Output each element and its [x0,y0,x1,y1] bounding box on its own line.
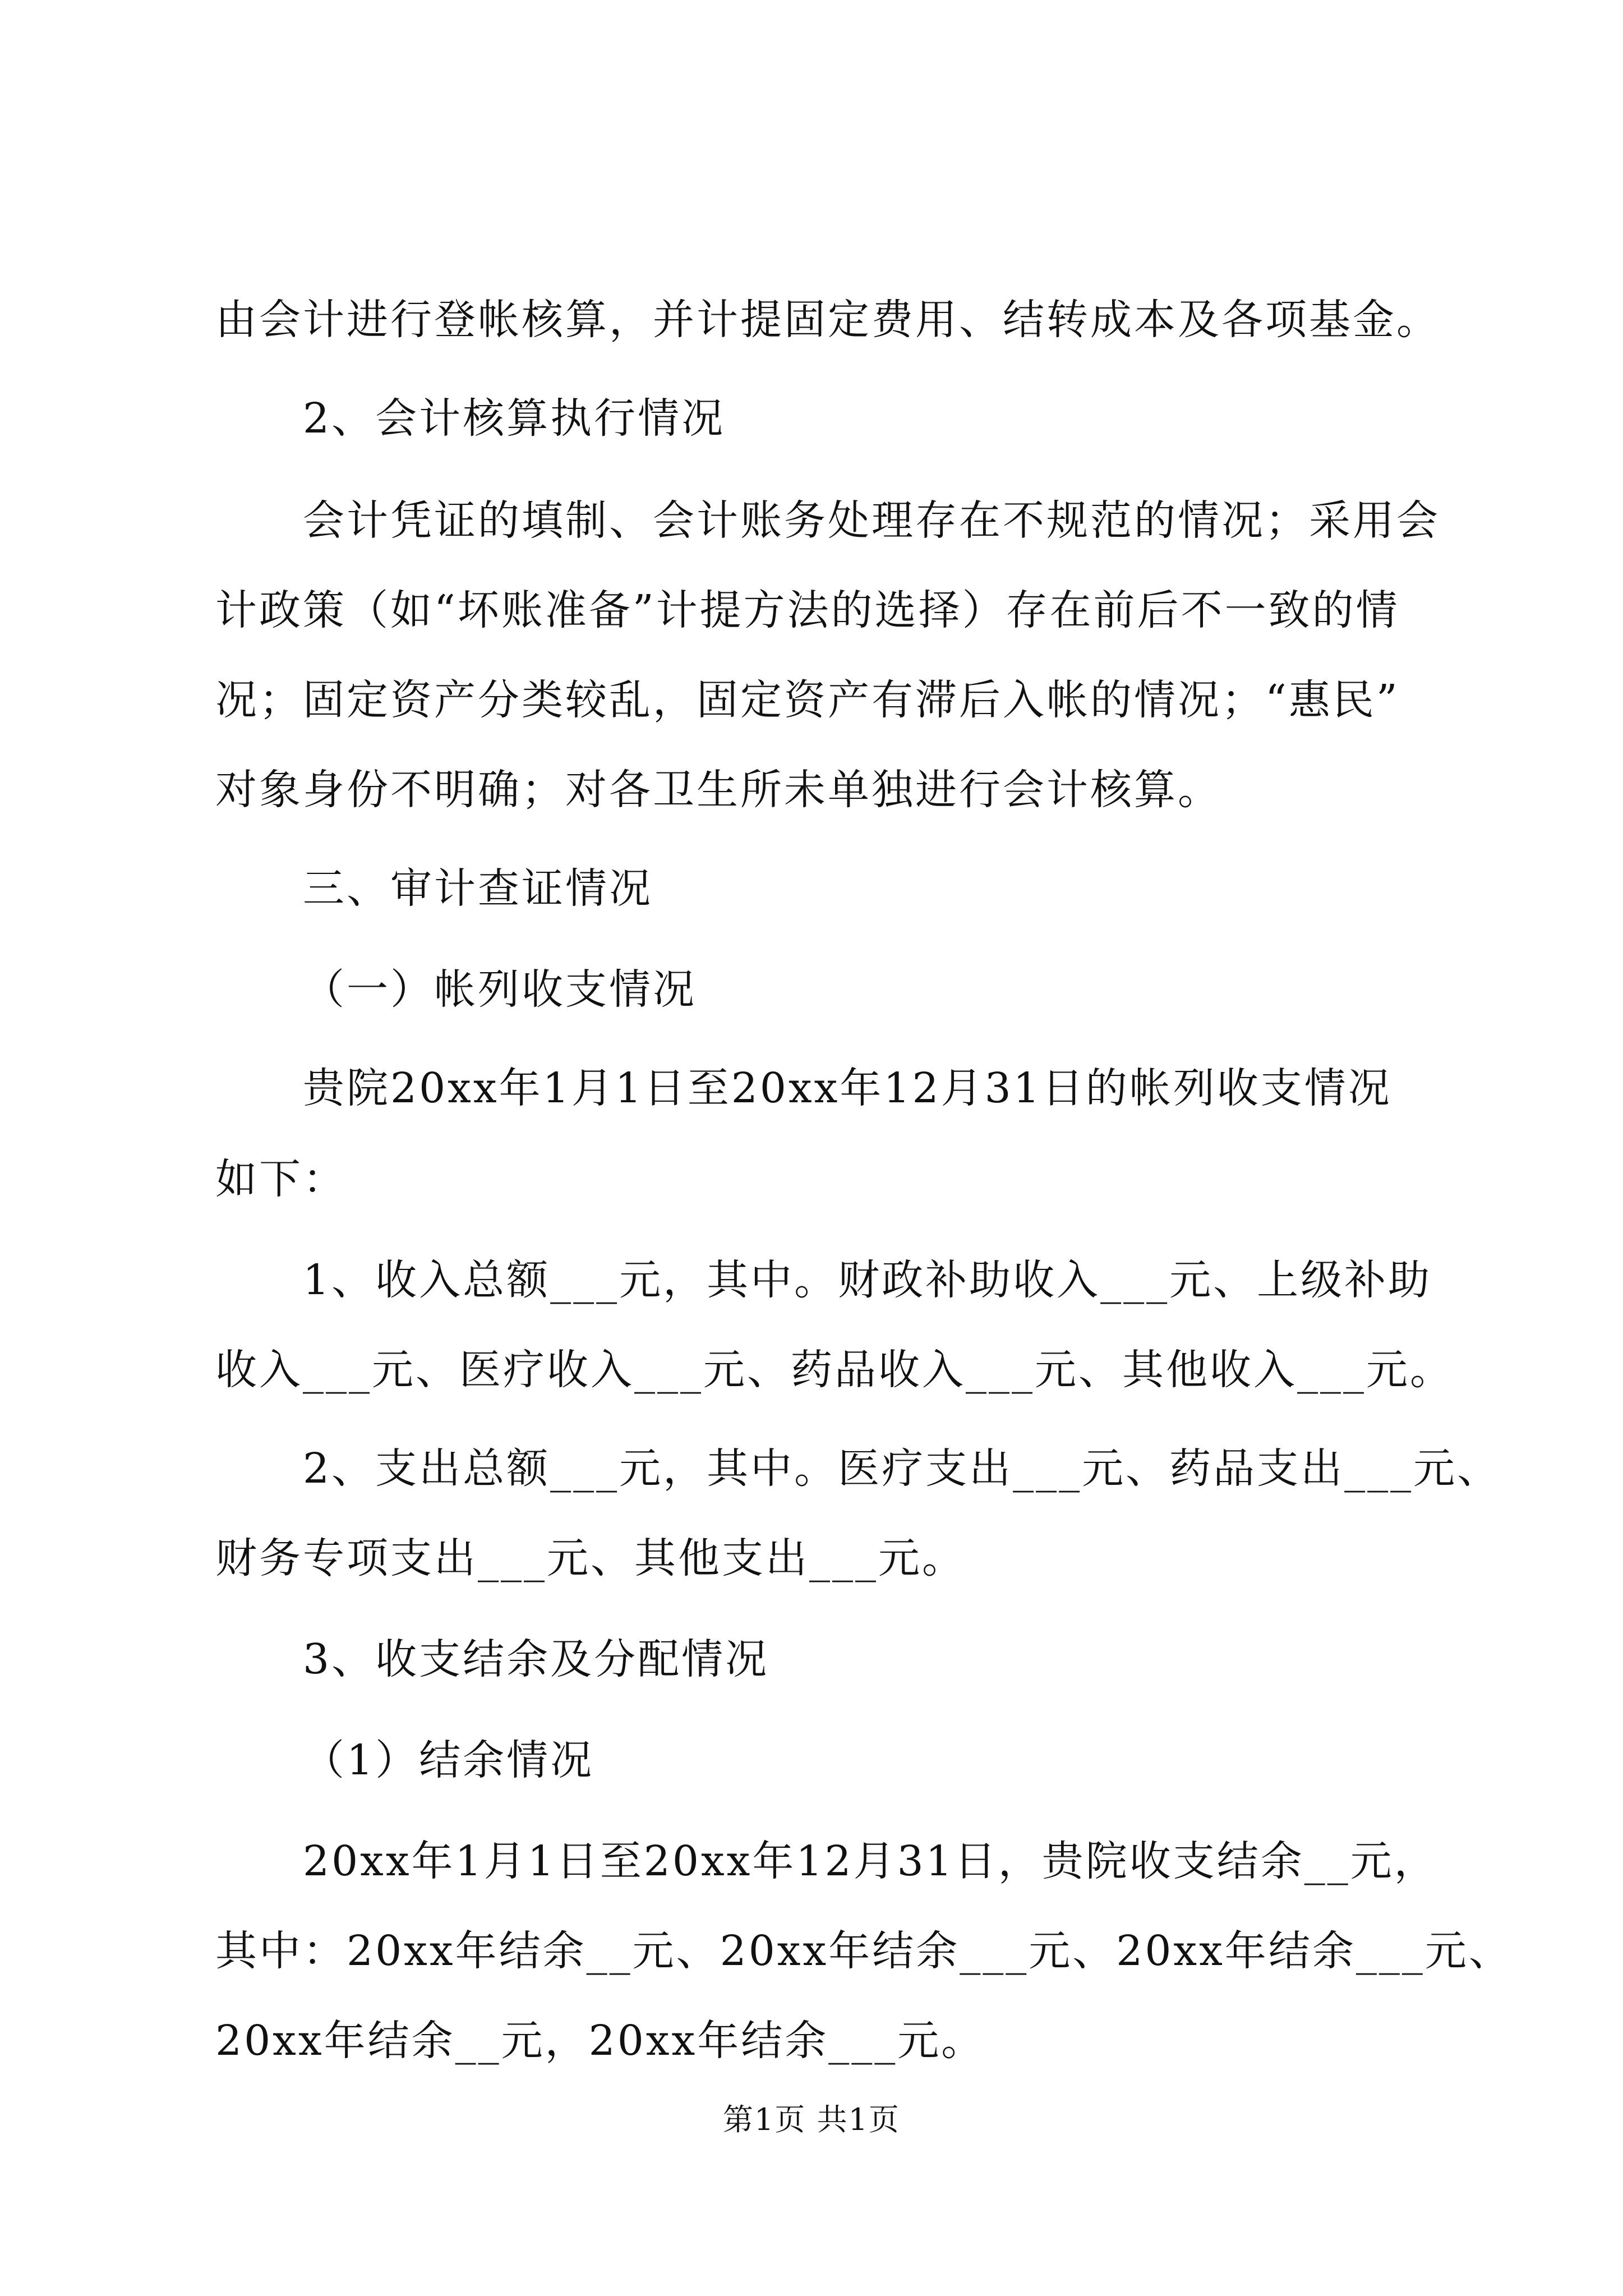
paragraph-line: 贵院20xx年1月1日至20xx年12月31日的帐列收支情况 [303,1064,1392,1112]
paragraph-line: 如下： [215,1155,347,1203]
subsection-heading: （1）结余情况 [303,1736,594,1784]
paragraph-line: 其中：20xx年结余__元、20xx年结余___元、20xx年结余___元、 [215,1927,1513,1975]
paragraph-line: 由会计进行登帐核算，并计提固定费用、结转成本及各项基金。 [215,296,1440,344]
paragraph-line: 2、支出总额___元，其中。医疗支出___元、药品支出___元、 [303,1444,1501,1493]
page-footer: 第1页 共1页 [723,2102,900,2137]
section-heading: 三、审计查证情况 [303,864,653,913]
paragraph-line: 况；固定资产分类较乱，固定资产有滞后入帐的情况；“惠民” [215,676,1400,724]
subsection-heading: （一）帐列收支情况 [303,965,697,1014]
paragraph-line: 会计凭证的填制、会计账务处理存在不规范的情况；采用会 [303,496,1440,545]
paragraph-line: 20xx年1月1日至20xx年12月31日，贵院收支结余__元， [303,1837,1438,1885]
paragraph-line: 计政策（如“坏账准备”计提方法的选择）存在前后不一致的情 [215,586,1400,634]
section-heading: 2、会计核算执行情况 [303,394,726,443]
paragraph-line: 财务专项支出___元、其他支出___元。 [215,1534,966,1582]
paragraph-line: 对象身份不明确；对各卫生所未单独进行会计核算。 [215,766,1221,814]
section-heading: 3、收支结余及分配情况 [303,1635,769,1683]
paragraph-line: 20xx年结余__元，20xx年结余___元。 [215,2017,985,2065]
paragraph-line: 收入___元、医疗收入___元、药品收入___元、其他收入___元。 [215,1346,1454,1394]
paragraph-line: 1、收入总额___元，其中。财政补助收入___元、上级补助 [303,1256,1432,1304]
